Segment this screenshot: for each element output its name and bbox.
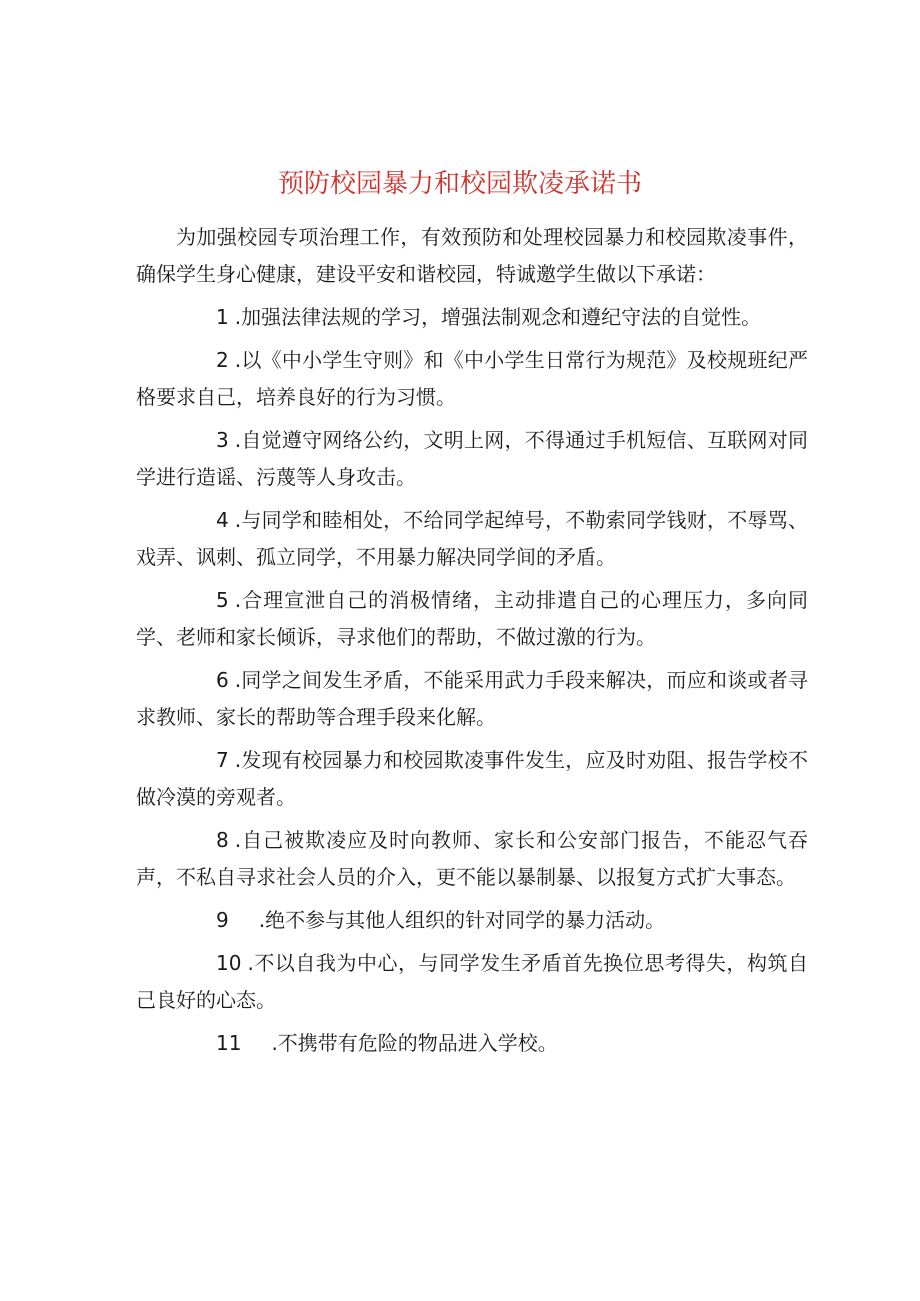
item-number: 7 — [216, 748, 229, 772]
item-number: 3 — [216, 428, 229, 452]
commitment-item — [136, 502, 808, 576]
document-title: 预防校园暴力和校园欺凌承诺书 — [277, 169, 642, 199]
commitment-item — [136, 945, 808, 1019]
item-number: 10 — [216, 951, 242, 975]
item-text: .合理宣泄自己的消极情绪，主动排遣自己的心理压力，多向同学、老师和家长倾诉，寻求他们的帮助，不做过激的行为。 — [136, 588, 808, 649]
item-number: 1 — [216, 305, 229, 329]
document-body — [136, 219, 808, 1062]
item-number: 11 — [216, 1031, 242, 1055]
item-text: .与同学和睦相处，不给同学起绰号，不勒索同学钱财，不辱骂、戏弄、讽刺、孤立同学，不用暴力解决同学间的矛盾。 — [136, 508, 808, 569]
item-number: 8 — [216, 828, 229, 852]
item-number: 2 — [216, 348, 229, 372]
commitment-item — [136, 902, 808, 939]
item-number: 5 — [216, 588, 229, 612]
commitment-item — [136, 742, 808, 816]
item-number: 6 — [216, 668, 229, 692]
item-number: 9 — [216, 908, 229, 932]
item-text: .自觉遵守网络公约，文明上网，不得通过手机短信、互联网对同学进行造谣、污蔑等人身攻击。 — [136, 428, 808, 489]
item-text: .自己被欺凌应及时向教师、家长和公安部门报告，不能忍气吞声，不私自寻求社会人员的介入，更不能以暴制暴、以报复方式扩大事态。 — [136, 828, 808, 889]
commitment-item — [136, 422, 808, 496]
commitment-item — [136, 822, 808, 896]
item-text: .同学之间发生矛盾，不能采用武力手段来解决，而应和谈或者寻求教师、家长的帮助等合理手段来化解。 — [136, 668, 808, 729]
commitment-item — [136, 342, 808, 416]
item-text: .发现有校园暴力和校园欺凌事件发生，应及时劝阻、报告学校不做冷漠的旁观者。 — [136, 748, 808, 809]
commitment-item — [136, 1025, 808, 1062]
item-text: .以《中小学生守则》和《中小学生日常行为规范》及校规班纪严格要求自己，培养良好的行为习惯。 — [136, 348, 808, 409]
commitment-item — [136, 582, 808, 656]
item-text: .不携带有危险的物品进入学校。 — [271, 1031, 558, 1055]
item-text: .加强法律法规的学习，增强法制观念和遵纪守法的自觉性。 — [234, 305, 762, 329]
item-text: .绝不参与其他人组织的针对同学的暴力活动。 — [258, 908, 666, 932]
intro-paragraph: 为加强校园专项治理工作，有效预防和处理校园暴力和校园欺凌事件，确保学生身心健康，建设平安和谐校园，特诚邀学生做以下承诺： — [136, 225, 808, 286]
item-number: 4 — [216, 508, 229, 532]
item-text: .不以自我为中心，与同学发生矛盾首先换位思考得失，构筑自己良好的心态。 — [136, 951, 808, 1012]
commitment-item — [136, 662, 808, 736]
commitment-item — [136, 299, 808, 336]
